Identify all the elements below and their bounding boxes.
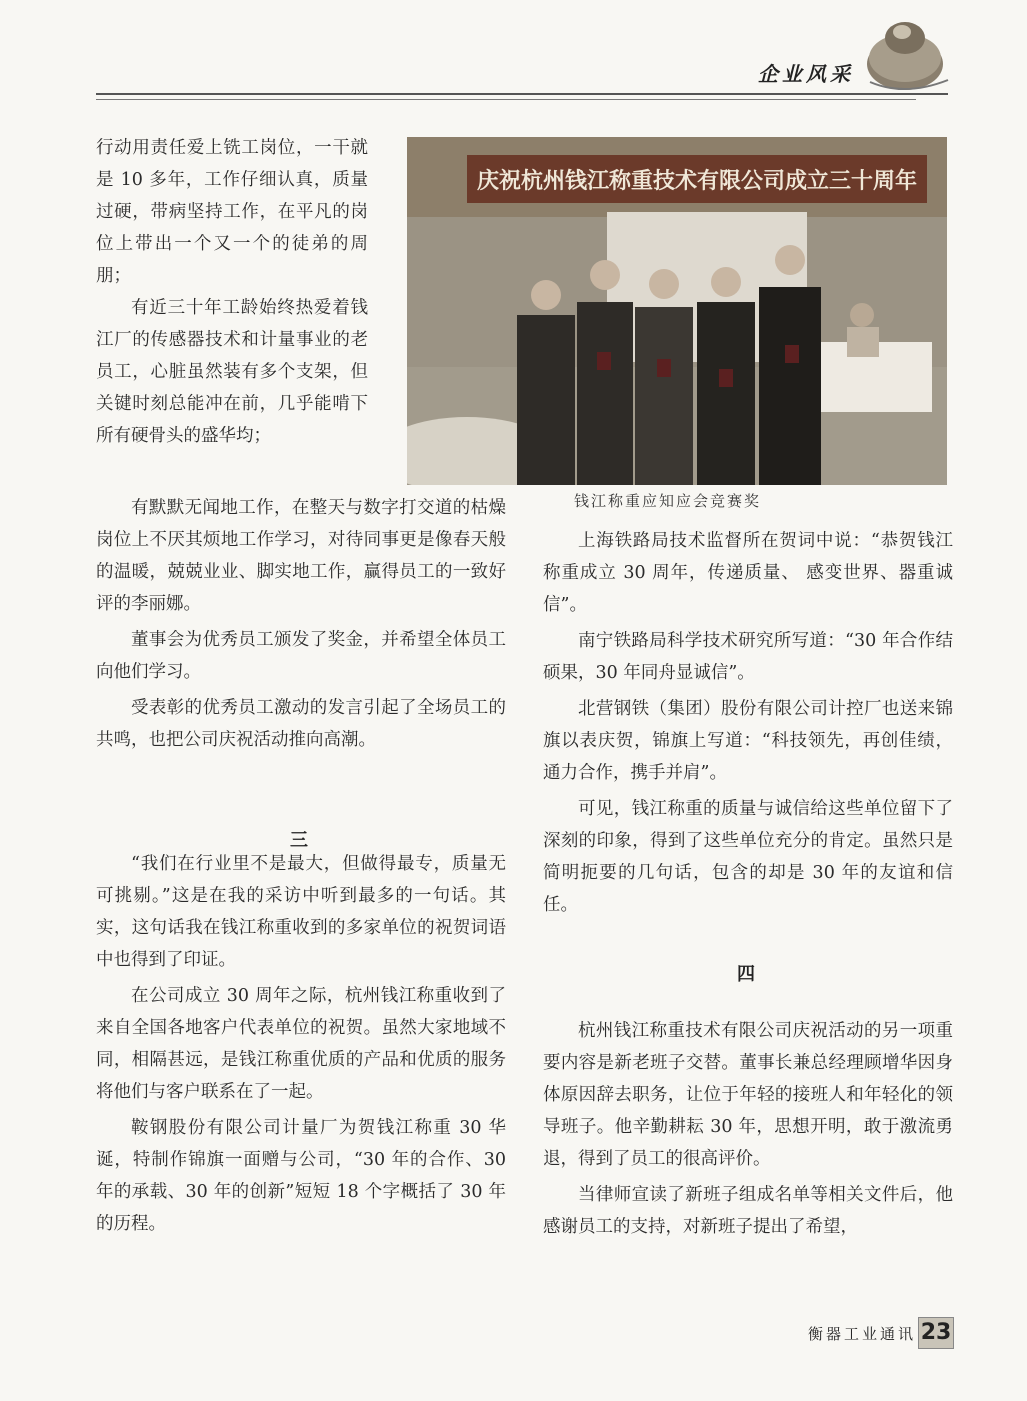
photo-banner-text: 庆祝杭州钱江称重技术有限公司成立三十周年 — [476, 168, 918, 194]
left-column — [96, 492, 506, 1240]
paragraph: 上海铁路局技术监督所在贺词中说：“恭贺钱江称重成立 30 周年，传递质量、 感变世界、器重诚信”。 — [543, 531, 953, 615]
header-divider-thin — [96, 99, 916, 100]
weight-icon — [860, 2, 950, 94]
paragraph: 北营钢铁（集团）股份有限公司计控厂也送来锦旗以表庆贺，锦旗上写道：“科技领先，再创佳绩，通力合作，携手并肩”。 — [543, 699, 953, 783]
paragraph: 有默默无闻地工作，在整天与数字打交道的枯燥岗位上不厌其烦地工作学习，对待同事更是像春天般的温暖，兢兢业业、脚实地工作，赢得员工的一致好评的李丽娜。 — [96, 498, 506, 614]
page-number: 23 — [918, 1317, 954, 1349]
paragraph: 有近三十年工龄始终热爱着钱江厂的传感器技术和计量事业的老员工，心脏虽然装有多个支架，但关键时刻总能冲在前，几乎能啃下所有硬骨头的盛华均； — [96, 298, 368, 446]
section-title: 企业风采 — [758, 62, 854, 86]
paragraph: 受表彰的优秀员工激动的发言引起了全场员工的共鸣，也把公司庆祝活动推向高潮。 — [96, 698, 506, 750]
photo-caption: 钱江称重应知应会竞赛奖 — [574, 492, 762, 510]
right-column — [543, 525, 953, 1243]
section-heading-four: 四 — [737, 964, 755, 985]
paragraph: 南宁铁路局科学技术研究所写道：“30 年合作结硕果，30 年同舟显诚信”。 — [543, 631, 953, 683]
paragraph: 行动用责任爱上铣工岗位，一干就是 10 多年，工作仔细认真，质量过硬，带病坚持工作，在平凡的岗位上带出一个又一个的徒弟的周朋； — [96, 138, 368, 286]
paragraph: 在公司成立 30 周年之际，杭州钱江称重收到了来自全国各地客户代表单位的祝贺。虽然大家地域不同，相隔甚远，是钱江称重优质的产品和优质的服务将他们与客户联系在了一起。 — [96, 986, 506, 1102]
paragraph: 可见，钱江称重的质量与诚信给这些单位留下了深刻的印象，得到了这些单位充分的肯定。虽然只是简明扼要的几句话，包含的却是 30 年的友谊和信任。 — [543, 799, 953, 915]
journal-name: 衡器工业通讯 — [808, 1325, 917, 1343]
paragraph: 鞍钢股份有限公司计量厂为贺钱江称重 30 华诞，特制作锦旗一面赠与公司，“30 年的合作、30 年的承载、30 年的创新”短短 18 个字概括了 30 年的历程。 — [96, 1118, 506, 1234]
left-top-column — [96, 132, 368, 452]
section-heading-three: 三 — [290, 830, 308, 851]
paragraph: 当律师宣读了新班子组成名单等相关文件后，他感谢员工的支持，对新班子提出了希望， — [543, 1185, 953, 1237]
paragraph: “我们在行业里不是最大，但做得最专，质量无可挑剔。”这是在我的采访中听到最多的一句话。其实，这句话我在钱江称重收到的多家单位的祝贺词语中也得到了印证。 — [96, 854, 506, 970]
paragraph: 董事会为优秀员工颁发了奖金，并希望全体员工向他们学习。 — [96, 630, 506, 682]
award-photo — [407, 137, 947, 485]
paragraph: 杭州钱江称重技术有限公司庆祝活动的另一项重要内容是新老班子交替。董事长兼总经理顾增华因身体原因辞去职务，让位于年轻的接班人和年轻化的领导班子。他辛勤耕耘 30 年，思想开明，敢于激流勇退，得到了员工的很高评价。 — [543, 1021, 953, 1169]
header-divider — [96, 93, 948, 95]
